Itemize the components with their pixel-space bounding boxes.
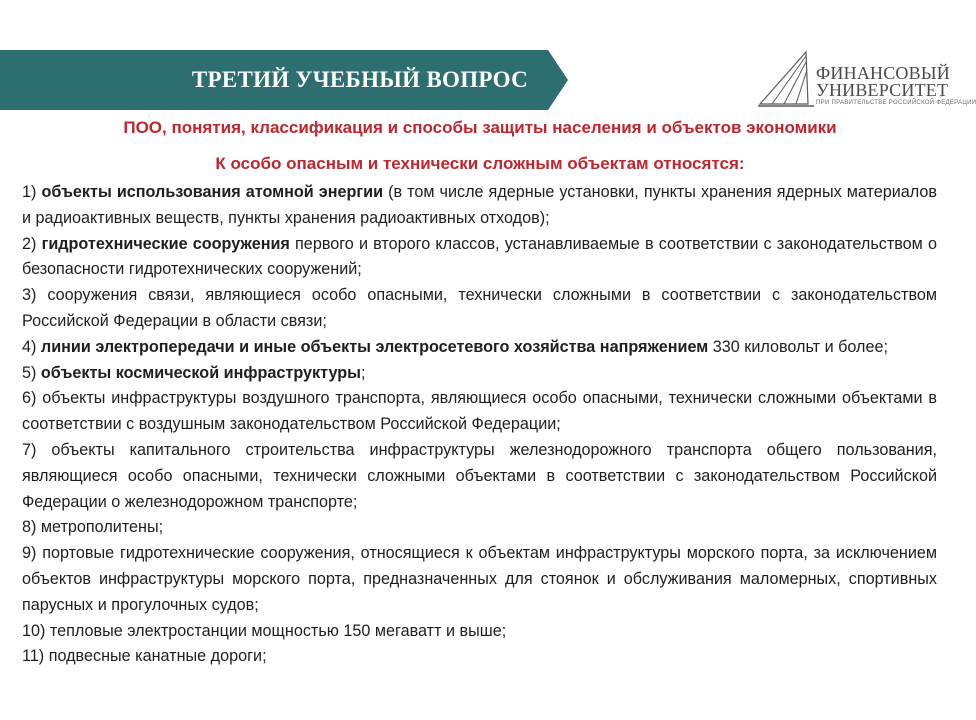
list-item-number: 4)	[22, 337, 37, 356]
logo-text-line2: УНИВЕРСИТЕТ	[816, 80, 949, 100]
logo-sail-icon	[758, 50, 814, 108]
list-item-number: 1)	[22, 183, 37, 201]
list-item	[22, 180, 937, 232]
list-item-number: 9)	[22, 544, 37, 563]
list-item-bold: объекты использования атомной энергии	[41, 183, 384, 201]
list-item-number: 11)	[22, 647, 45, 666]
university-logo	[758, 50, 976, 108]
logo-text-line1: ФИНАНСОВЫЙ	[816, 63, 950, 83]
list-item-number: 3)	[22, 286, 37, 305]
list-item	[22, 361, 937, 387]
list-item-text: тепловые электростанции мощностью 150 мегаватт и выше;	[49, 621, 507, 640]
object-list	[22, 180, 937, 670]
list-item-text: сооружения связи, являющиеся особо опасными, технически сложными в соответствии с законодательством Российской Федерации в области связи;	[22, 286, 937, 330]
logo-subtext: ПРИ ПРАВИТЕЛЬСТВЕ РОССИЙСКОЙ ФЕДЕРАЦИИ	[816, 100, 976, 106]
list-item	[22, 541, 937, 618]
list-item-number: 6)	[22, 389, 37, 408]
list-item	[22, 283, 937, 335]
list-item-text: объекты инфраструктуры воздушного транспорта, являющиеся особо опасными, технически сложными объектами в соответствии с воздушным законодательством Российской Федерации;	[22, 389, 937, 434]
slide-title: ТРЕТИЙ УЧЕБНЫЙ ВОПРОС	[191, 67, 528, 92]
list-item-number: 5)	[22, 363, 37, 382]
list-item-text: объекты капитального строительства инфраструктуры железнодорожного транспорта общего пользования, являющиеся особо опасными, технически сложными объектами в соответствии с законодательством Российской Федерации о железнодорожном транспорте;	[22, 440, 937, 511]
list-item	[22, 232, 937, 284]
list-item-number: 8)	[22, 518, 37, 537]
list-lead: К особо опасным и технически сложным объектам относятся:	[215, 154, 745, 173]
list-item-text: портовые гидротехнические сооружения, относящиеся к объектам инфраструктуры морского порта, за исключением объектов инфраструктуры морского порта, предназначенных для стоянок и обслуживания маломерных, спортивных парусных и прогулочных судов;	[22, 544, 937, 614]
list-item	[22, 386, 937, 438]
list-item-text: ;	[360, 363, 366, 382]
section-subtitle: ПОО, понятия, классификация и способы защиты населения и объектов экономики	[123, 118, 837, 137]
list-item-text: метрополитены;	[40, 518, 164, 537]
title-banner	[0, 50, 568, 110]
list-item	[22, 644, 937, 670]
list-item-bold: гидротехнические сооружения	[41, 234, 290, 253]
list-item	[22, 438, 937, 515]
list-item-text: (в том числе ядерные установки, пункты хранения ядерных материалов и радиоактивных веществ, пункты хранения радиоактивных отходов);	[22, 183, 938, 227]
list-item-number: 2)	[22, 234, 37, 253]
list-item-text: подвесные канатные дороги;	[48, 647, 267, 666]
list-item	[22, 619, 937, 645]
list-item-text: первого и второго классов, устанавливаемые в соответствии с законодательством о безопасности гидротехнических сооружений;	[22, 234, 937, 279]
list-item-bold: линии электропередачи и иные объекты электросетевого хозяйства напряжением	[40, 337, 709, 356]
list-item-number: 7)	[22, 440, 37, 459]
list-item-bold: объекты космической инфраструктуры	[40, 363, 361, 382]
list-item	[22, 515, 937, 541]
list-item-text: 330 киловольт и более;	[712, 337, 888, 356]
list-item-number: 10)	[22, 621, 46, 640]
list-item	[22, 335, 937, 361]
